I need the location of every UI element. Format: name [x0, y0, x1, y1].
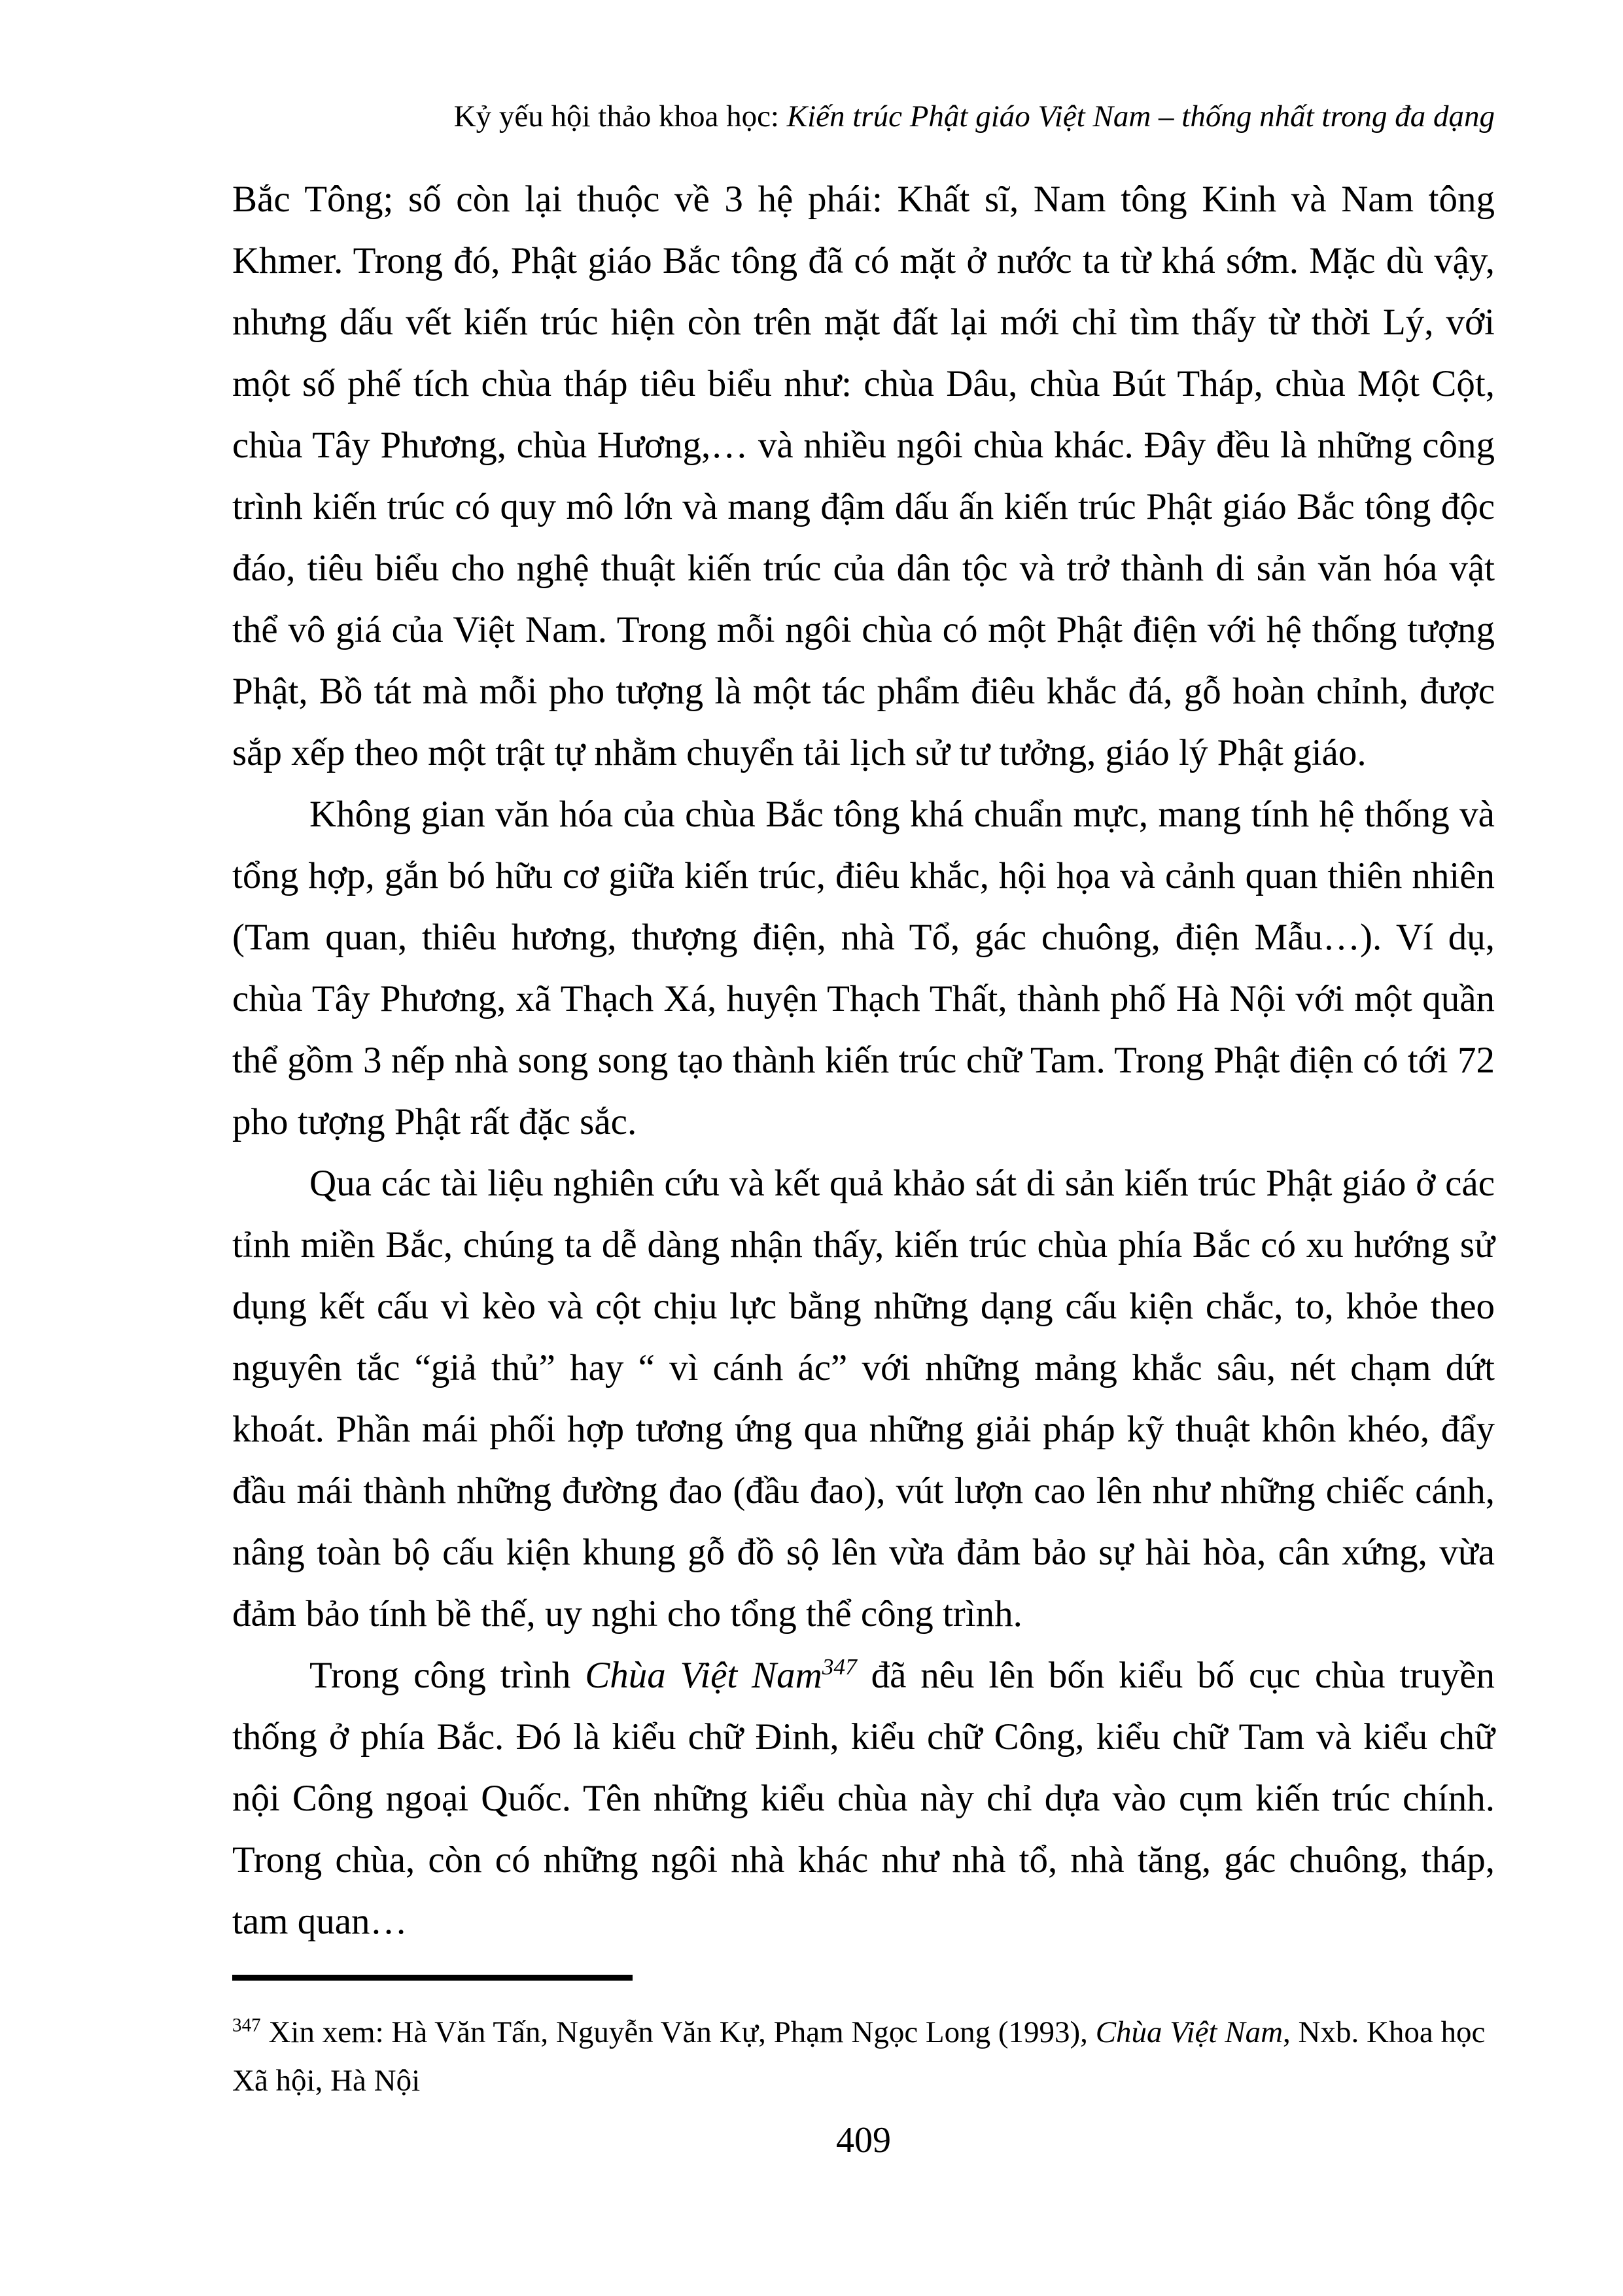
paragraph-4-text-before: Trong công trình [309, 1655, 585, 1697]
paragraph-3: Qua các tài liệu nghiên cứu và kết quả khảo sát di sản kiến trúc Phật giáo ở các tỉnh miền Bắc, chúng ta dễ dàng nhận thấy, kiến trúc chùa phía Bắc có xu hướng sử dụng kết cấu vì kèo và cột chịu lực bằng những dạng cấu kiện chắc, to, khỏe theo nguyên tắc “giả thủ” hay “ vì cánh ác” với những mảng khắc sâu, nét chạm dứt khoát. Phần mái phối hợp tương ứng qua những giải pháp kỹ thuật khôn khéo, đẩy đầu mái thành những đường đao (đầu đao), vút lượn cao lên như những chiếc cánh, nâng toàn bộ cấu kiện khung gỗ đồ sộ lên vừa đảm bảo sự hài hòa, cân xứng, vừa đảm bảo tính bề thế, uy nghi cho tổng thể công trình. [232, 1163, 1495, 1635]
page-number: 409 [836, 2120, 891, 2161]
content-column [232, 0, 1495, 1952]
footnote-text-before: Xin xem: Hà Văn Tấn, Nguyễn Văn Kự, Phạm Ngọc Long (1993), [260, 2015, 1096, 2049]
footnote-separator-rule [232, 1975, 633, 1981]
footnote-area [232, 1975, 1495, 2105]
footnote-number: 347 [232, 2015, 261, 2036]
running-header-prefix: Kỷ yếu hội thảo khoa học: [453, 99, 787, 133]
footnote-reference-marker: 347 [822, 1654, 857, 1680]
paragraph-4 [232, 1645, 1495, 1952]
paragraph-1: Bắc Tông; số còn lại thuộc về 3 hệ phái: Khất sĩ, Nam tông Kinh và Nam tông Khmer. Trong đó, Phật giáo Bắc tông đã có mặt ở nước ta từ khá sớm. Mặc dù vậy, nhưng dấu vết kiến trúc hiện còn trên mặt đất lại mới chỉ tìm thấy từ thời Lý, với một số phế tích chùa tháp tiêu biểu như: chùa Dâu, chùa Bút Tháp, chùa Một Cột, chùa Tây Phương, chùa Hương,… và nhiều ngôi chùa khác. Đây đều là những công trình kiến trúc có quy mô lớn và mang đậm dấu ấn kiến trúc Phật giáo Bắc tông độc đáo, tiêu biểu cho nghệ thuật kiến trúc của dân tộc và trở thành di sản văn hóa vật thể vô giá của Việt Nam. Trong mỗi ngôi chùa có một Phật điện với hệ thống tượng Phật, Bồ tát mà mỗi pho tượng là một tác phẩm điêu khắc đá, gỗ hoàn chỉnh, được sắp xếp theo một trật tự nhằm chuyển tải lịch sử tư tưởng, giáo lý Phật giáo. [232, 179, 1495, 774]
footnote-text-after: , Nxb. Khoa học Xã hội, Hà Nội [232, 2015, 1486, 2098]
body-text [232, 169, 1495, 1952]
running-header-title: Kiến trúc Phật giáo Việt Nam – thống nhất trong đa dạng [786, 99, 1495, 133]
footnote [232, 2008, 1495, 2105]
paragraph-2: Không gian văn hóa của chùa Bắc tông khá chuẩn mực, mang tính hệ thống và tổng hợp, gắn bó hữu cơ giữa kiến trúc, điêu khắc, hội họa và cảnh quan thiên nhiên (Tam quan, thiêu hương, thượng điện, nhà Tổ, gác chuông, điện Mẫu…). Ví dụ, chùa Tây Phương, xã Thạch Xá, huyện Thạch Thất, thành phố Hà Nội với một quần thể gồm 3 nếp nhà song song tạo thành kiến trúc chữ Tam. Trong Phật điện có tới 72 pho tượng Phật rất đặc sắc. [232, 794, 1495, 1143]
running-header [232, 98, 1495, 135]
paragraph-4-text-after: đã nêu lên bốn kiểu bố cục chùa truyền thống ở phía Bắc. Đó là kiểu chữ Đinh, kiểu chữ Công, kiểu chữ Tam và kiểu chữ nội Công ngoại Quốc. Tên những kiểu chùa này chỉ dựa vào cụm kiến trúc chính. Trong chùa, còn có những ngôi nhà khác như nhà tổ, nhà tăng, gác chuông, tháp, tam quan… [232, 1655, 1495, 1943]
footnote-book-title: Chùa Việt Nam [1095, 2015, 1283, 2049]
paragraph-4-book-title: Chùa Việt Nam [585, 1655, 822, 1697]
